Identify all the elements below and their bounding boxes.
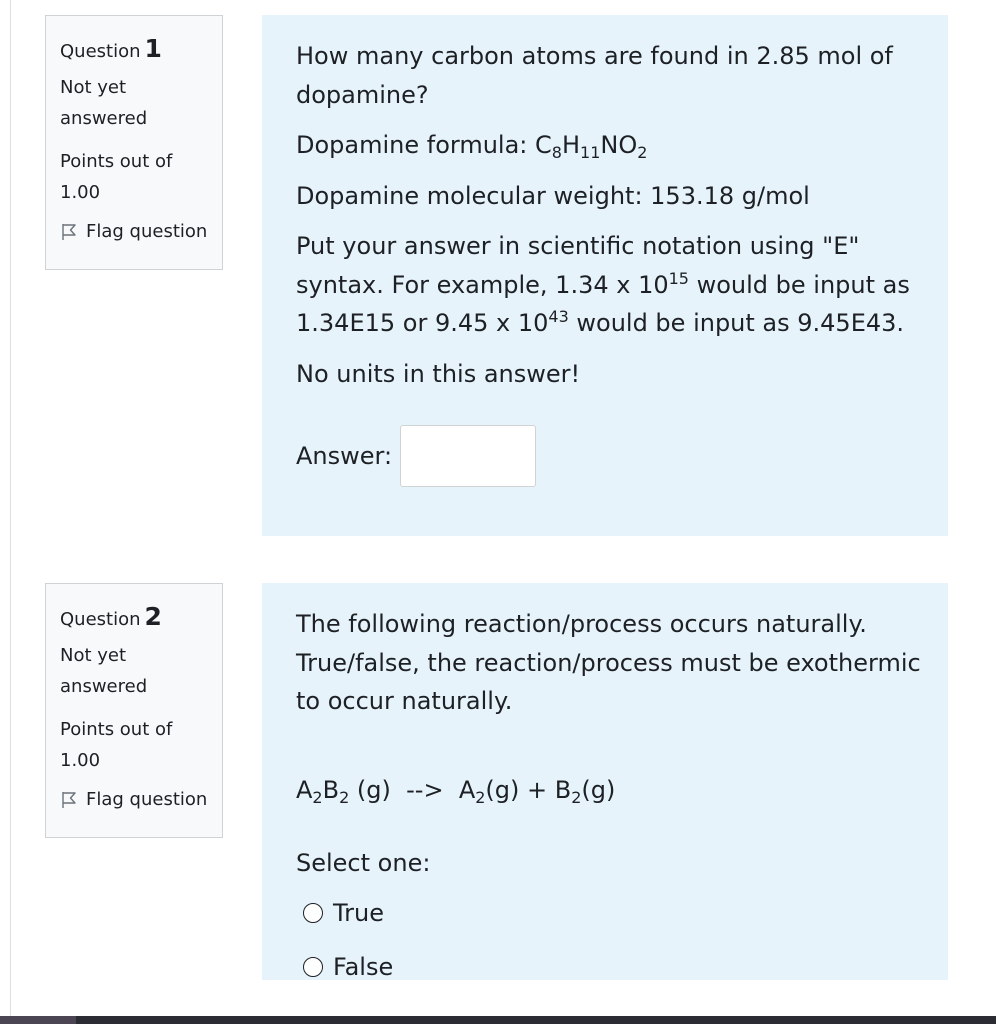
taskbar-segment xyxy=(0,1016,76,1024)
page-border xyxy=(10,0,11,1016)
answer-label: Answer: xyxy=(296,442,393,470)
radio-true[interactable] xyxy=(303,903,323,923)
state-line-1: Not yet xyxy=(60,77,127,98)
dopamine-formula: Dopamine formula: $C_8H_{11}NO_2$ xyxy=(296,131,648,162)
answer-instructions: Put your answer in scientific notation using "E" syntax. For example, 1.34 x $10^{15}$ would be input as 1.34E15 or 9.45 x $10^{43}$ would be input as 9.45E43. xyxy=(296,232,910,337)
no-units-note: No units in this answer! xyxy=(296,359,581,388)
question-label: Question xyxy=(60,609,141,630)
reaction-equation: $A_2B_2$ (g) --> $A_2(g) + B_2(g)$ xyxy=(296,776,616,807)
select-one-prompt: Select one: xyxy=(296,848,431,877)
answer-row xyxy=(296,425,924,487)
flag-question-button[interactable] xyxy=(60,218,222,246)
option-true[interactable] xyxy=(296,886,924,940)
question-1-heading xyxy=(60,32,222,66)
question-2-text: The following reaction/process occurs naturally. True/false, the reaction/process must be exothermic to occur naturally. xyxy=(296,610,921,715)
question-grade xyxy=(60,714,222,776)
option-false[interactable] xyxy=(296,940,924,994)
flag-question-label: Flag question xyxy=(86,789,208,810)
question-number: 2 xyxy=(144,602,162,631)
grade-line-1: Points out of xyxy=(60,151,173,172)
question-number: 1 xyxy=(144,34,162,63)
answer-input[interactable] xyxy=(400,425,536,487)
question-grade xyxy=(60,146,222,208)
state-line-1: Not yet xyxy=(60,645,127,666)
grade-line-2: 1.00 xyxy=(60,182,101,203)
flag-question-label: Flag question xyxy=(86,221,208,242)
option-false-label: False xyxy=(333,953,394,981)
question-label: Question xyxy=(60,41,141,62)
question-2-content xyxy=(262,583,948,980)
question-2-info xyxy=(45,583,223,838)
radio-false[interactable] xyxy=(303,957,323,977)
question-state xyxy=(60,72,222,134)
taskbar-strip xyxy=(0,1016,996,1024)
grade-line-1: Points out of xyxy=(60,719,173,740)
flag-question-button[interactable] xyxy=(60,786,222,814)
question-1-content xyxy=(262,15,948,536)
question-state xyxy=(60,640,222,702)
question-1-info xyxy=(45,15,223,270)
question-1-text: How many carbon atoms are found in 2.85 mol of dopamine? xyxy=(296,42,893,109)
grade-line-2: 1.00 xyxy=(60,750,101,771)
dopamine-molecular-weight: Dopamine molecular weight: 153.18 g/mol xyxy=(296,181,810,210)
state-line-2: answered xyxy=(60,676,148,697)
state-line-2: answered xyxy=(60,108,148,129)
option-true-label: True xyxy=(333,899,384,927)
flag-icon xyxy=(60,223,78,241)
flag-icon xyxy=(60,791,78,809)
question-2-heading xyxy=(60,600,222,634)
